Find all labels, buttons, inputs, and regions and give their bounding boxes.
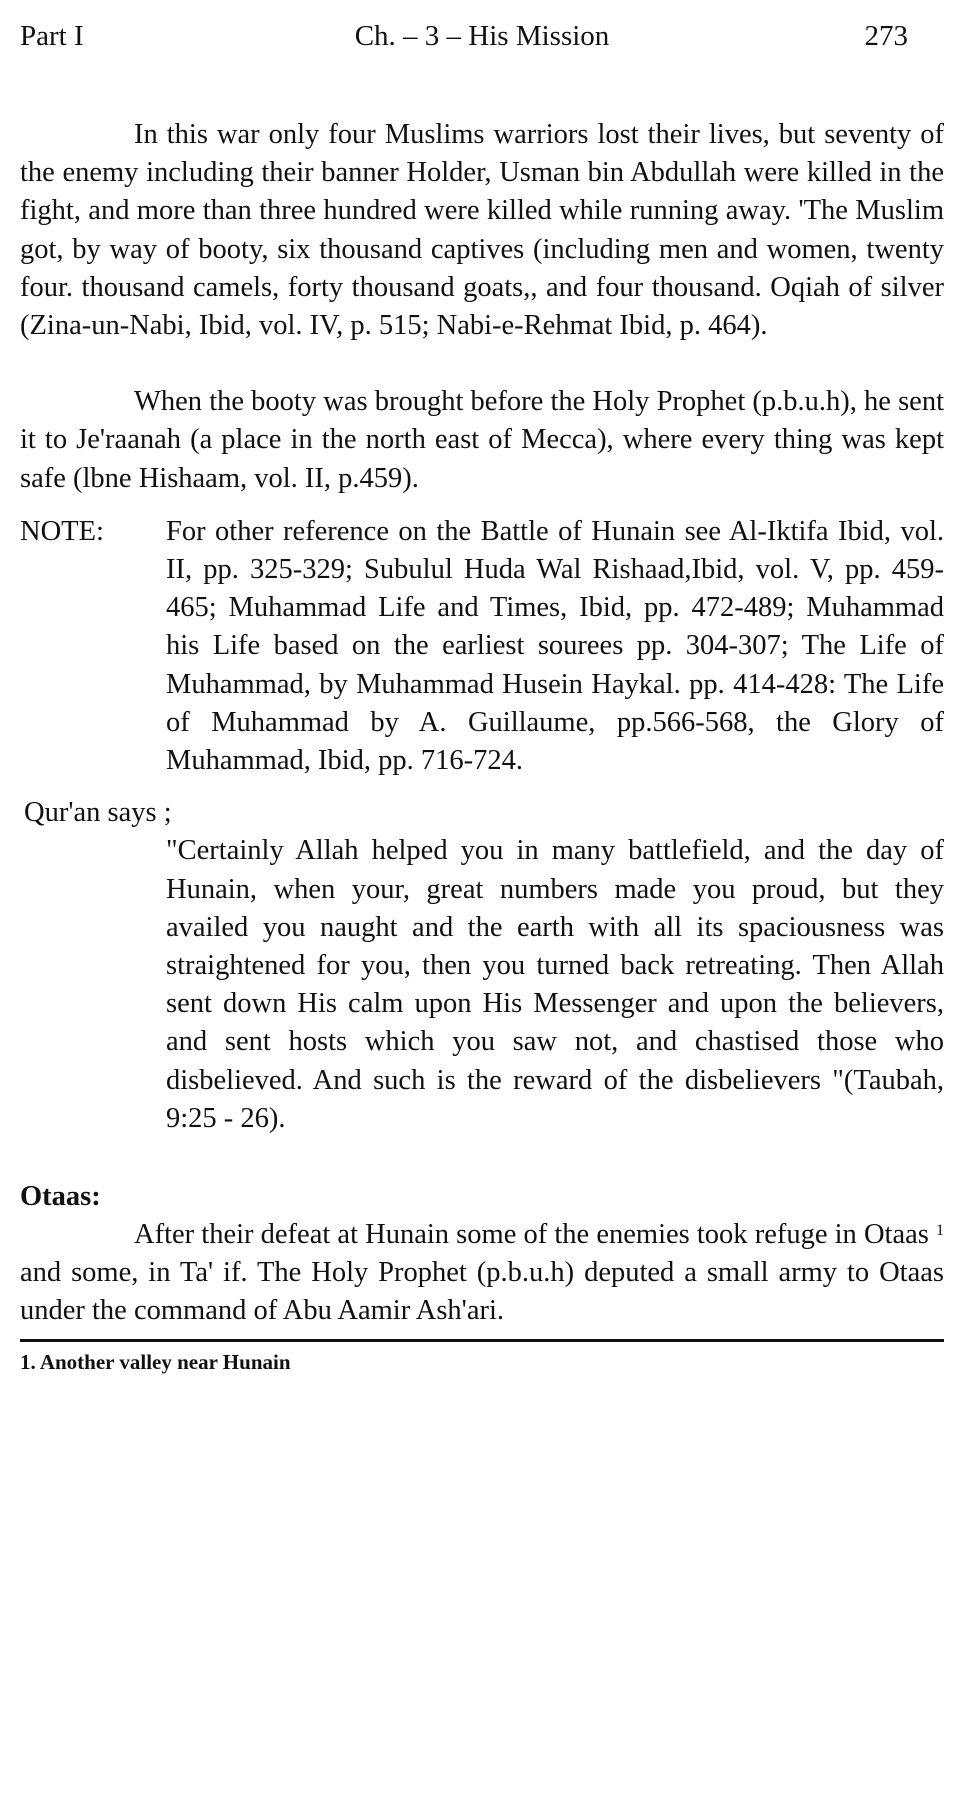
footnote: 1. Another valley near Hunain — [20, 1349, 291, 1374]
paragraph-booty: When the booty was brought before the Holy Prophet (p.b.u.h), he sent it to Je'raanah (a place in the north east of Mecca), where every thing was kept safe (lbne Hishaam, vol. II, p.459). — [20, 386, 944, 494]
footnote-marker: 1 — [936, 1222, 944, 1240]
reference-note — [20, 513, 944, 780]
note-label: NOTE: — [20, 515, 104, 547]
otaas-text-end: and some, in Ta' if. The Holy Prophet (p.b.u.h) deputed a small army to Otaas under the command of Abu Aamir Ash'ari. — [20, 1257, 944, 1327]
paragraph-otaas — [20, 1216, 944, 1331]
chapter-title: Ch. – 3 – His Mission — [354, 20, 610, 52]
footnote-divider — [20, 1339, 944, 1342]
book-page — [20, 0, 944, 1376]
page-number: 273 — [864, 20, 908, 52]
part-label: Part I — [20, 20, 84, 52]
quran-quote: "Certainly Allah helped you in many battlefield, and the day of Hunain, when your, great numbers made you proud, but they availed you naught and the earth with all its spaciousness was straightened for you, then you turned back retreating. Then Allah sent down His calm upon His Messenger and upon the believers, and sent hosts which you saw not, and chastised those who disbelieved. And such is the reward of the disbelievers "(Taubah, 9:25 - 26). — [166, 835, 944, 1134]
section-heading-otaas: Otaas: — [20, 1181, 101, 1213]
note-text: For other reference on the Battle of Hunain see Al-Iktifa Ibid, vol. II, pp. 325-329; Subulul Huda Wal Rishaad,Ibid, vol. V, pp. 459-465; Muhammad Life and Times, Ibid, pp. 472-489; Muhammad his Life based on the earliest sourees pp. 304-307; The Life of Muhammad, by Muhammad Husein Haykal. pp. 414-428: The Life of Muhammad by A. Guillaume, pp.566-568, the Glory of Muhammad, Ibid, pp. 716-724. — [166, 515, 944, 777]
quran-intro: Qur'an says ; — [24, 797, 172, 829]
otaas-text-start: After their defeat at Hunain some of the enemies took refuge in Otaas — [134, 1219, 936, 1251]
paragraph-war-casualties: In this war only four Muslims warriors lost their lives, but seventy of the enemy including their banner Holder, Usman bin Abdullah were killed in the fight, and more than three hundred were killed while running away. 'The Muslim got, by way of booty, six thousand captives (including men and women, twenty four. thousand camels, forty thousand goats,, and four thousand. Oqiah of silver (Zina-un-Nabi, Ibid, vol. IV, p. 515; Nabi-e-Rehmat Ibid, p. 464). — [20, 119, 944, 342]
running-header — [20, 20, 944, 60]
